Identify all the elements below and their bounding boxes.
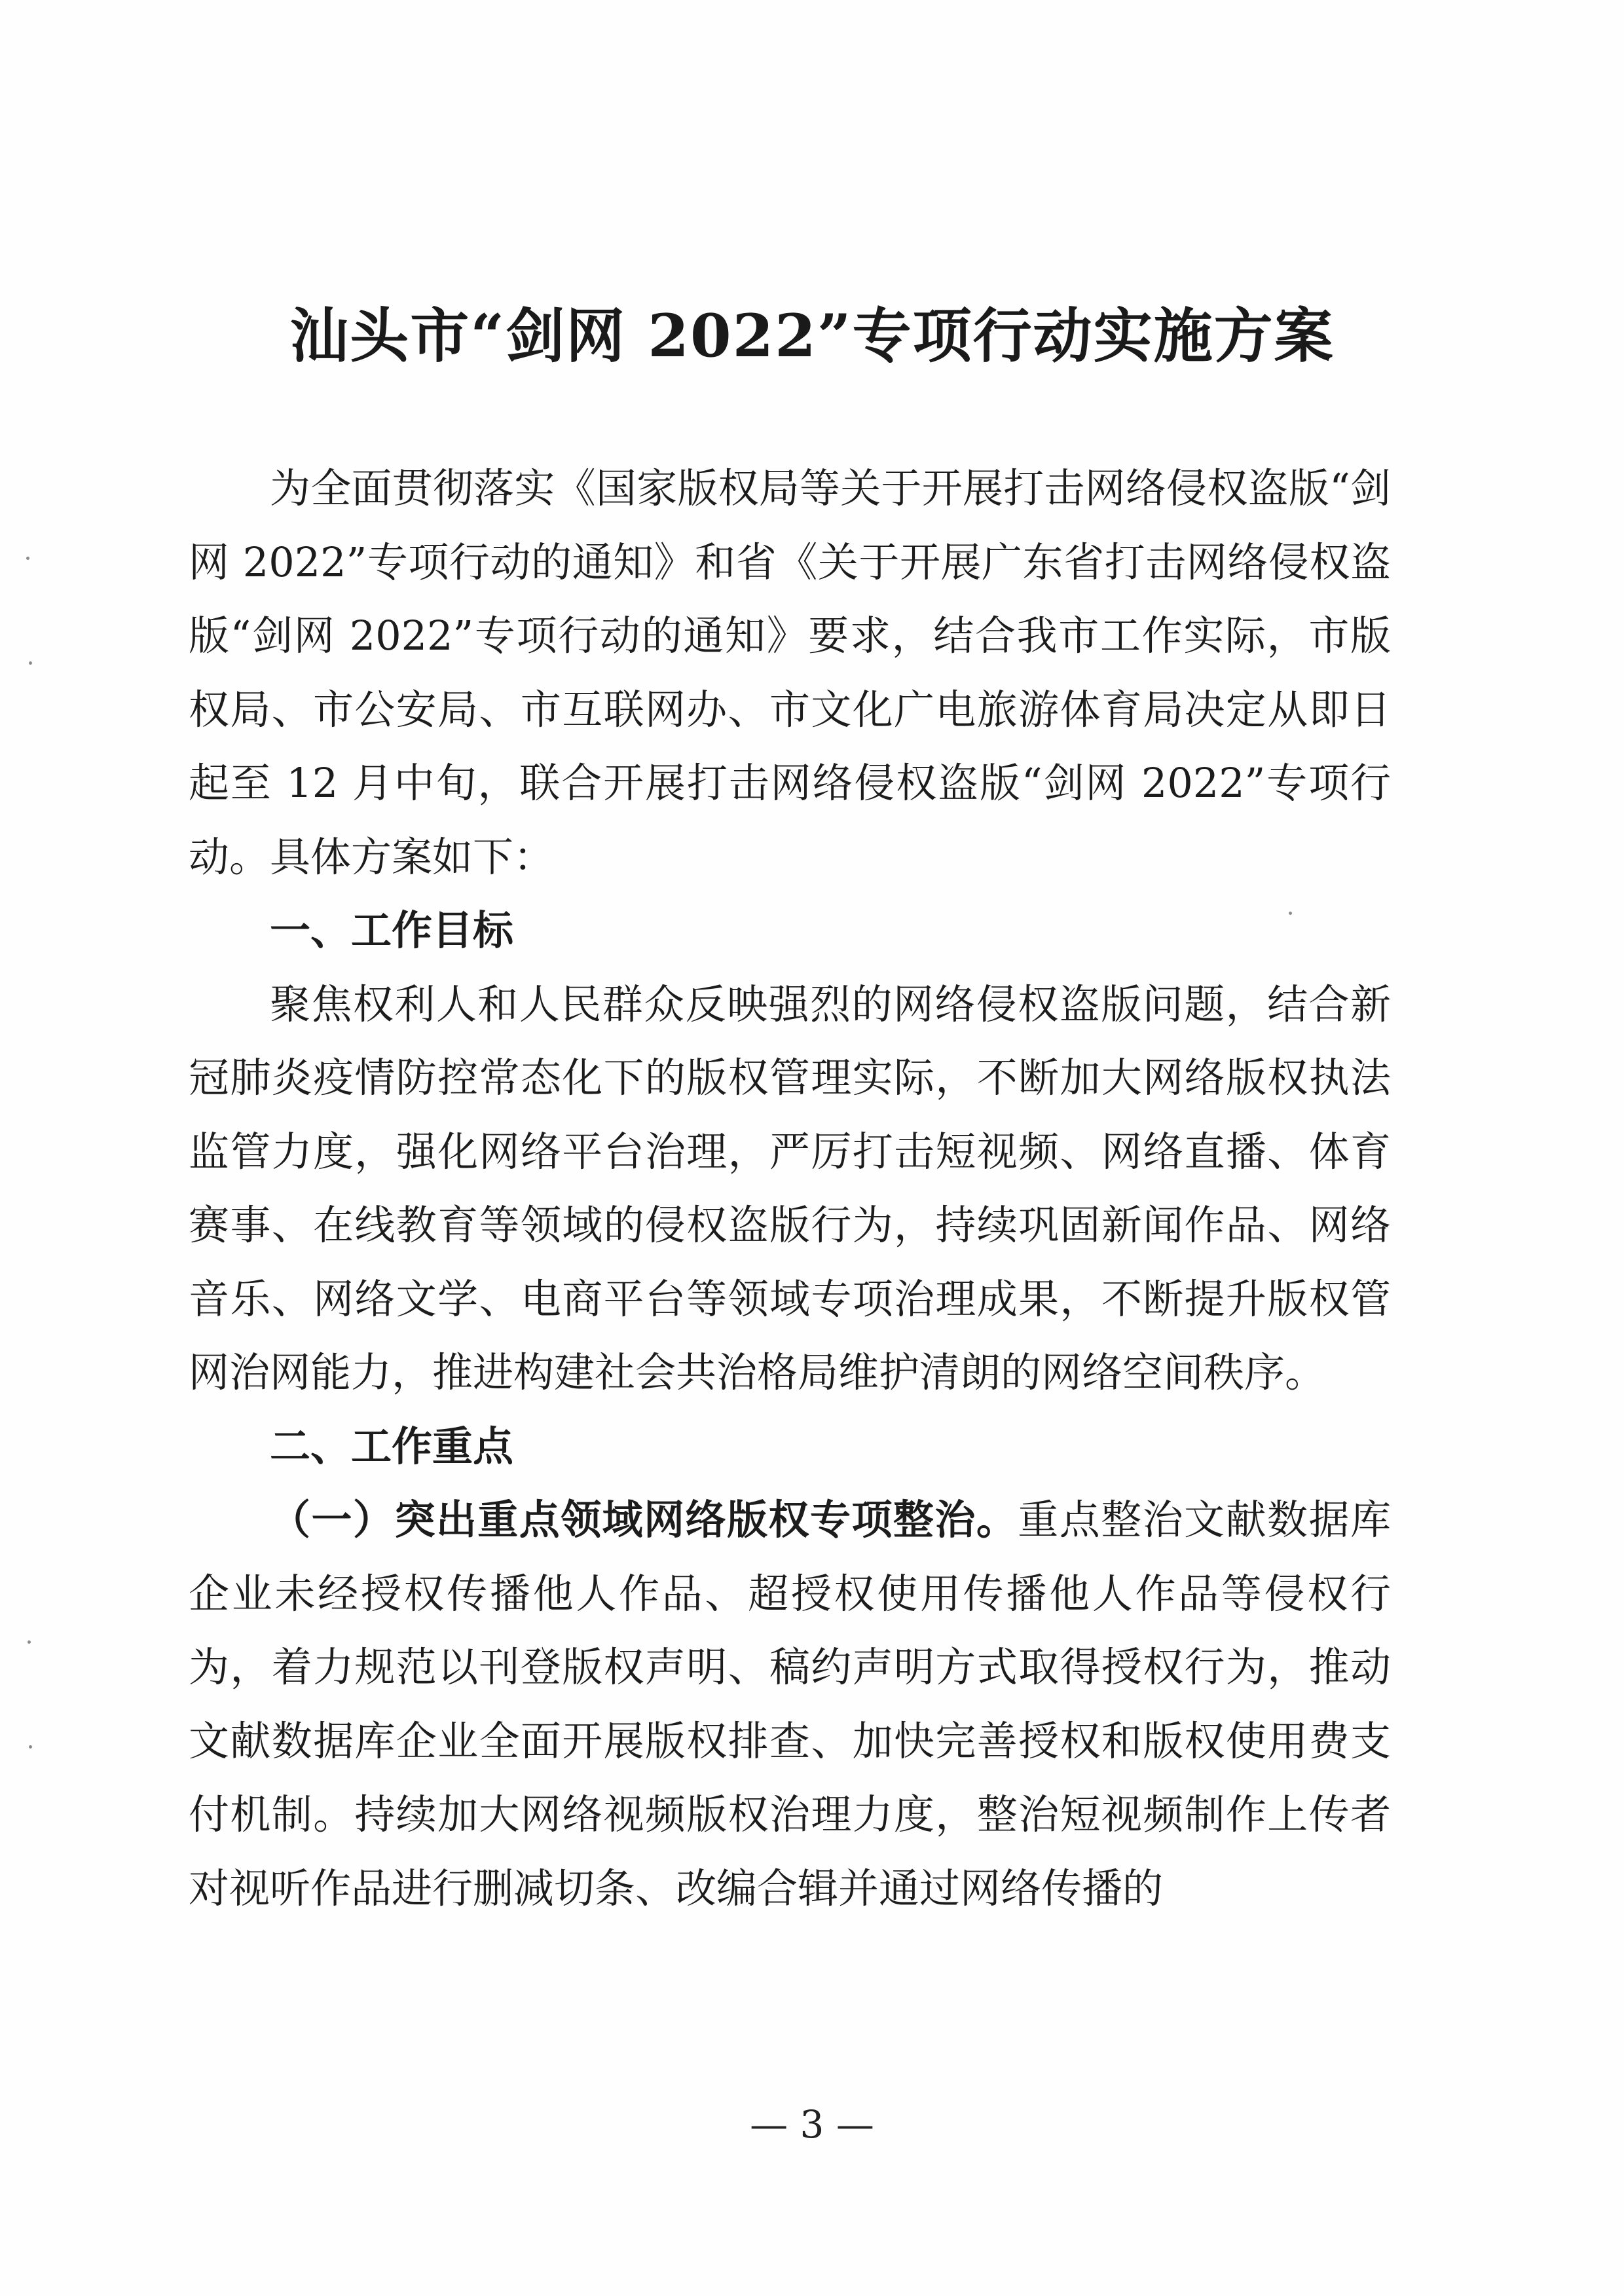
goals-paragraph: 聚焦权利人和人民群众反映强烈的网络侵权盗版问题，结合新冠肺炎疫情防控常态化下的版权管理实际，不断加大网络版权执法监管力度，强化网络平台治理，严厉打击短视频、网络直播、体育赛事、在线教育等领域的侵权盗版行为，持续巩固新闻作品、网络音乐、网络文学、电商平台等领域专项治理成果，不断提升版权管网治网能力，推进构建社会共治格局维护清朗的网络空间秩序。 <box>189 980 1391 1396</box>
subsection-lead: （一）突出重点领域网络版权专项整治。 <box>270 1496 1018 1544</box>
intro-paragraph: 为全面贯彻落实《国家版权局等关于开展打击网络侵权盗版“剑网 2022”专项行动的通知》和省《关于开展广东省打击网络侵权盗版“剑网 2022”专项行动的通知》要求，结合我市工作实际，市版权局、市公安局、市互联网办、市文化广电旅游体育局决定从即日起至 12 月中旬，联合开展打击网络侵权盗版“剑网 2022”专项行动。具体方案如下： <box>189 464 1391 881</box>
scan-speck <box>26 557 29 560</box>
page-number: — 3 — <box>750 2102 874 2147</box>
scan-speck <box>29 1745 32 1749</box>
focus-paragraph <box>189 1483 1391 1925</box>
scan-speck <box>28 1640 31 1644</box>
section-heading-goals: 一、工作目标 <box>270 906 514 954</box>
scan-speck <box>29 661 32 665</box>
document-body <box>189 452 1391 1925</box>
section-heading-focus: 二、工作重点 <box>270 1422 514 1470</box>
document-title: 汕头市“剑网 2022”专项行动实施方案 <box>289 301 1335 371</box>
subsection-text: 重点整治文献数据库企业未经授权传播他人作品、超授权使用传播他人作品等侵权行为，着力规范以刊登版权声明、稿约声明方式取得授权行为，推动文献数据库企业全面开展版权排查、加快完善授权和版权使用费支付机制。持续加大网络视频版权治理力度，整治短视频制作上传者对视听作品进行删减切条、改编合辑并通过网络传播的 <box>189 1496 1391 1912</box>
